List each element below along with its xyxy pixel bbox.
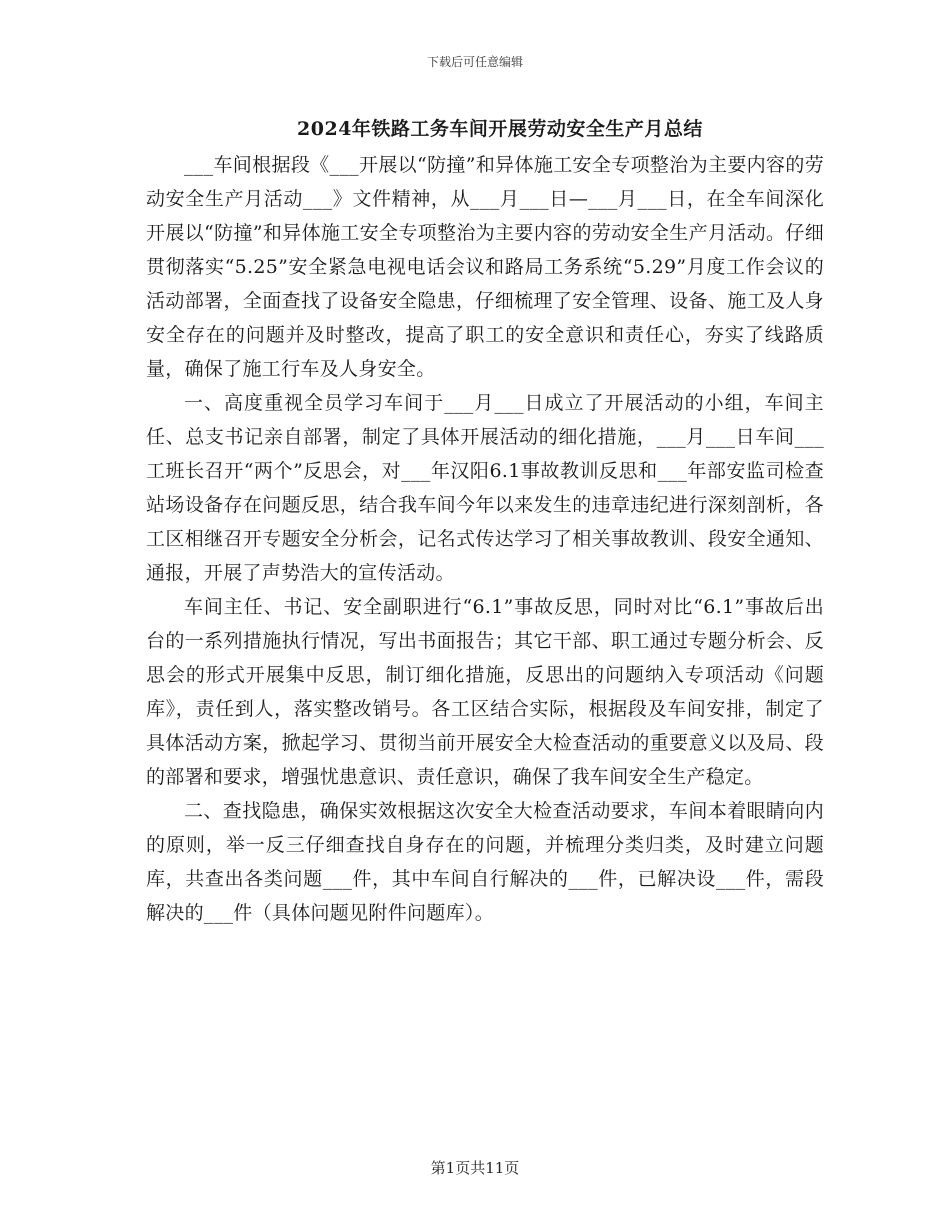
page-number-footer: 第1页共11页 bbox=[430, 1159, 520, 1177]
document-body bbox=[146, 148, 824, 930]
header-note: 下载后可任意编辑 bbox=[426, 55, 523, 69]
paragraph-intro: ___车间根据段《___开展以“防撞”和异体施工安全专项整治为主要内容的劳动安全生产月活动___》文件精神，从___月___日—___月___日，在全车间深化开展以“防撞”和异体施工安全专项整治为主要内容的劳动安全生产月活动。仔细贯彻落实“5.25”安全紧急电视电话会议和路局工务系统“5.29”月度工作会议的活动部署，全面查找了设备安全隐患，仔细梳理了安全管理、设备、施工及人身安全存在的问题并及时整改，提高了职工的安全意识和责任心，夯实了线路质量，确保了施工行车及人身安全。 bbox=[146, 154, 824, 380]
paragraph-section-2: 二、查找隐患，确保实效根据这次安全大检查活动要求，车间本着眼睛向内的原则，举一反三仔细查找自身存在的问题，并梳理分类归类，及时建立问题库，共查出各类问题___件，其中车间自行解决的___件，已解决设___件，需段解决的___件（具体问题见附件问题库）。 bbox=[146, 800, 824, 924]
document-title: 2024年铁路工务车间开展劳动安全生产月总结 bbox=[297, 118, 703, 140]
paragraph-section-1-cont: 车间主任、书记、安全副职进行“6.1”事故反思，同时对比“6.1”事故后出台的一系列措施执行情况，写出书面报告；其它干部、职工通过专题分析会、反思会的形式开展集中反思，制订细化措施，反思出的问题纳入专项活动《问题库》，责任到人，落实整改销号。各工区结合实际，根据段及车间安排，制定了具体活动方案，掀起学习、贯彻当前开展安全大检查活动的重要意义以及局、段的部署和要求，增强忧患意识、责任意识，确保了我车间安全生产稳定。 bbox=[146, 596, 824, 788]
paragraph-section-1: 一、高度重视全员学习车间于___月___日成立了开展活动的小组，车间主任、总支书记亲自部署，制定了具体开展活动的细化措施，___月___日车间___工班长召开“两个”反思会，对___年汉阳6.1事故教训反思和___年部安监司检查站场设备存在问题反思，结合我车间今年以来发生的违章违纪进行深刻剖析，各工区相继召开专题安全分析会，记名式传达学习了相关事故教训、段安全通知、通报，开展了声势浩大的宣传活动。 bbox=[146, 392, 824, 584]
